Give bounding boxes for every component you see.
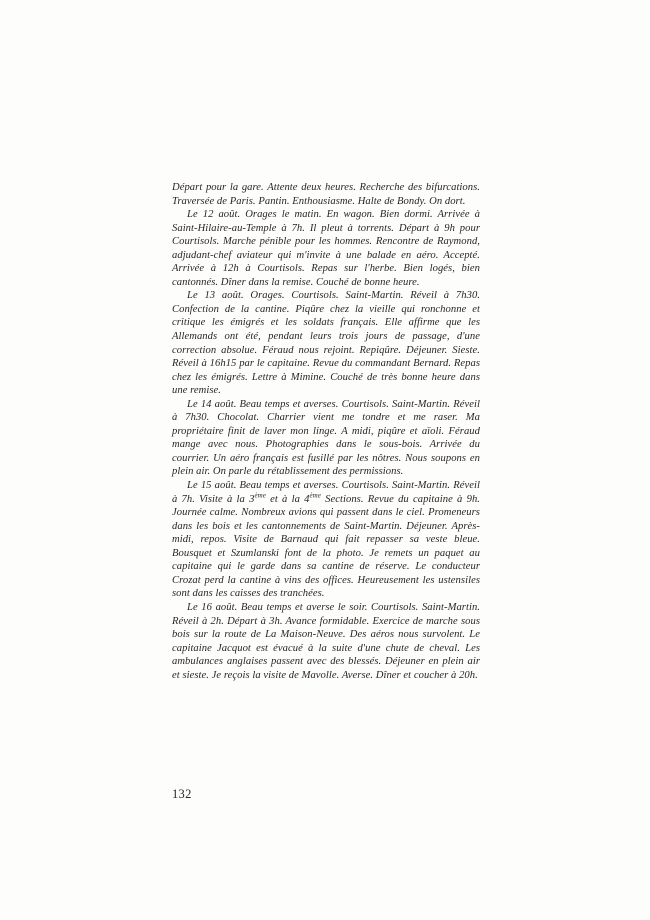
diary-paragraph: Le 14 août. Beau temps et averses. Courtisols. Saint-Martin. Réveil à 7h30. Chocolat. Charrier vient me tondre et me raser. Ma propriétaire finit de laver mon linge. A midi, piqûre et aïoli. Féraud mange avec nous. Photographies dans le sous-bois. Arrivée du courrier. Un aéro français est fusillé par les nôtres. Nous soupons en plein air. On parle du rétablissement des permissions. [172,398,480,478]
diary-text-block [172,181,480,682]
diary-paragraph: Le 12 août. Orages le matin. En wagon. Bien dormi. Arrivée à Saint-Hilaire-au-Temple à 7h. Il pleut à torrents. Départ à 9h pour Courtisols. Marche pénible pour les hommes. Rencontre de Raymond, adjudant-chef aviateur qui m'invite à une balade en aéro. Accepté. Arrivée à 12h à Courtisols. Repas sur l'herbe. Bien logés, bien cantonnés. Dîner dans la remise. Couché de bonne heure. [172,209,480,288]
diary-paragraph: Le 16 août. Beau temps et averse le soir. Courtisols. Saint-Martin. Réveil à 2h. Départ à 3h. Avance formidable. Exercice de marche sous bois sur la route de La Maison-Neuve. Des aéros nous survolent. Le capitaine Jacquot est évacué à la suite d'une chute de cheval. Les ambulances anglaises passent avec des blessés. Déjeuner en plein air et sieste. Je reçois la visite de Mavolle. Averse. Dîner et coucher à 20h. [172,601,480,681]
diary-paragraph: Le 13 août. Orages. Courtisols. Saint-Martin. Réveil à 7h30. Confection de la cantine. Piqûre chez la vieille qui ronchonne et critique les émigrés et les soldats français. Elle affirme que les Allemands ont été, pendant leurs trois jours de passage, d'une correction absolue. Féraud nous rejoint. Repiqûre. Déjeuner. Sieste. Réveil à 16h15 par le capitaine. Revue du commandant Bernard. Repas chez les émigrés. Lettre à Mimine. Couché de très bonne heure dans une remise. [172,290,480,397]
diary-paragraph: Départ pour la gare. Attente deux heures. Recherche des bifurcations. Traversée de Paris. Pantin. Enthousiasme. Halte de Bondy. On dort. [172,182,480,207]
diary-paragraph: Le 15 août. Beau temps et averses. Courtisols. Saint-Martin. Réveil à 7h. Visite à la 3ème et à la 4ème Sections. Revue du capitaine à 9h. Journée calme. Nombreux avions qui passent dans le ciel. Promeneurs dans les bois et les cantonnements de Saint-Martin. Déjeuner. Après-midi, repos. Visite de Barnaud qui fait repasser sa veste bleue. Bousquet et Szumlanski font de la photo. Je remets un paquet au capitaine qui le garde dans sa cantine de réserve. Le conducteur Crozat perd la cantine à vins des offices. Heureusement les ustensiles sont dans les caisses des tranchées. [172,480,480,600]
page-number: 132 [172,787,192,801]
